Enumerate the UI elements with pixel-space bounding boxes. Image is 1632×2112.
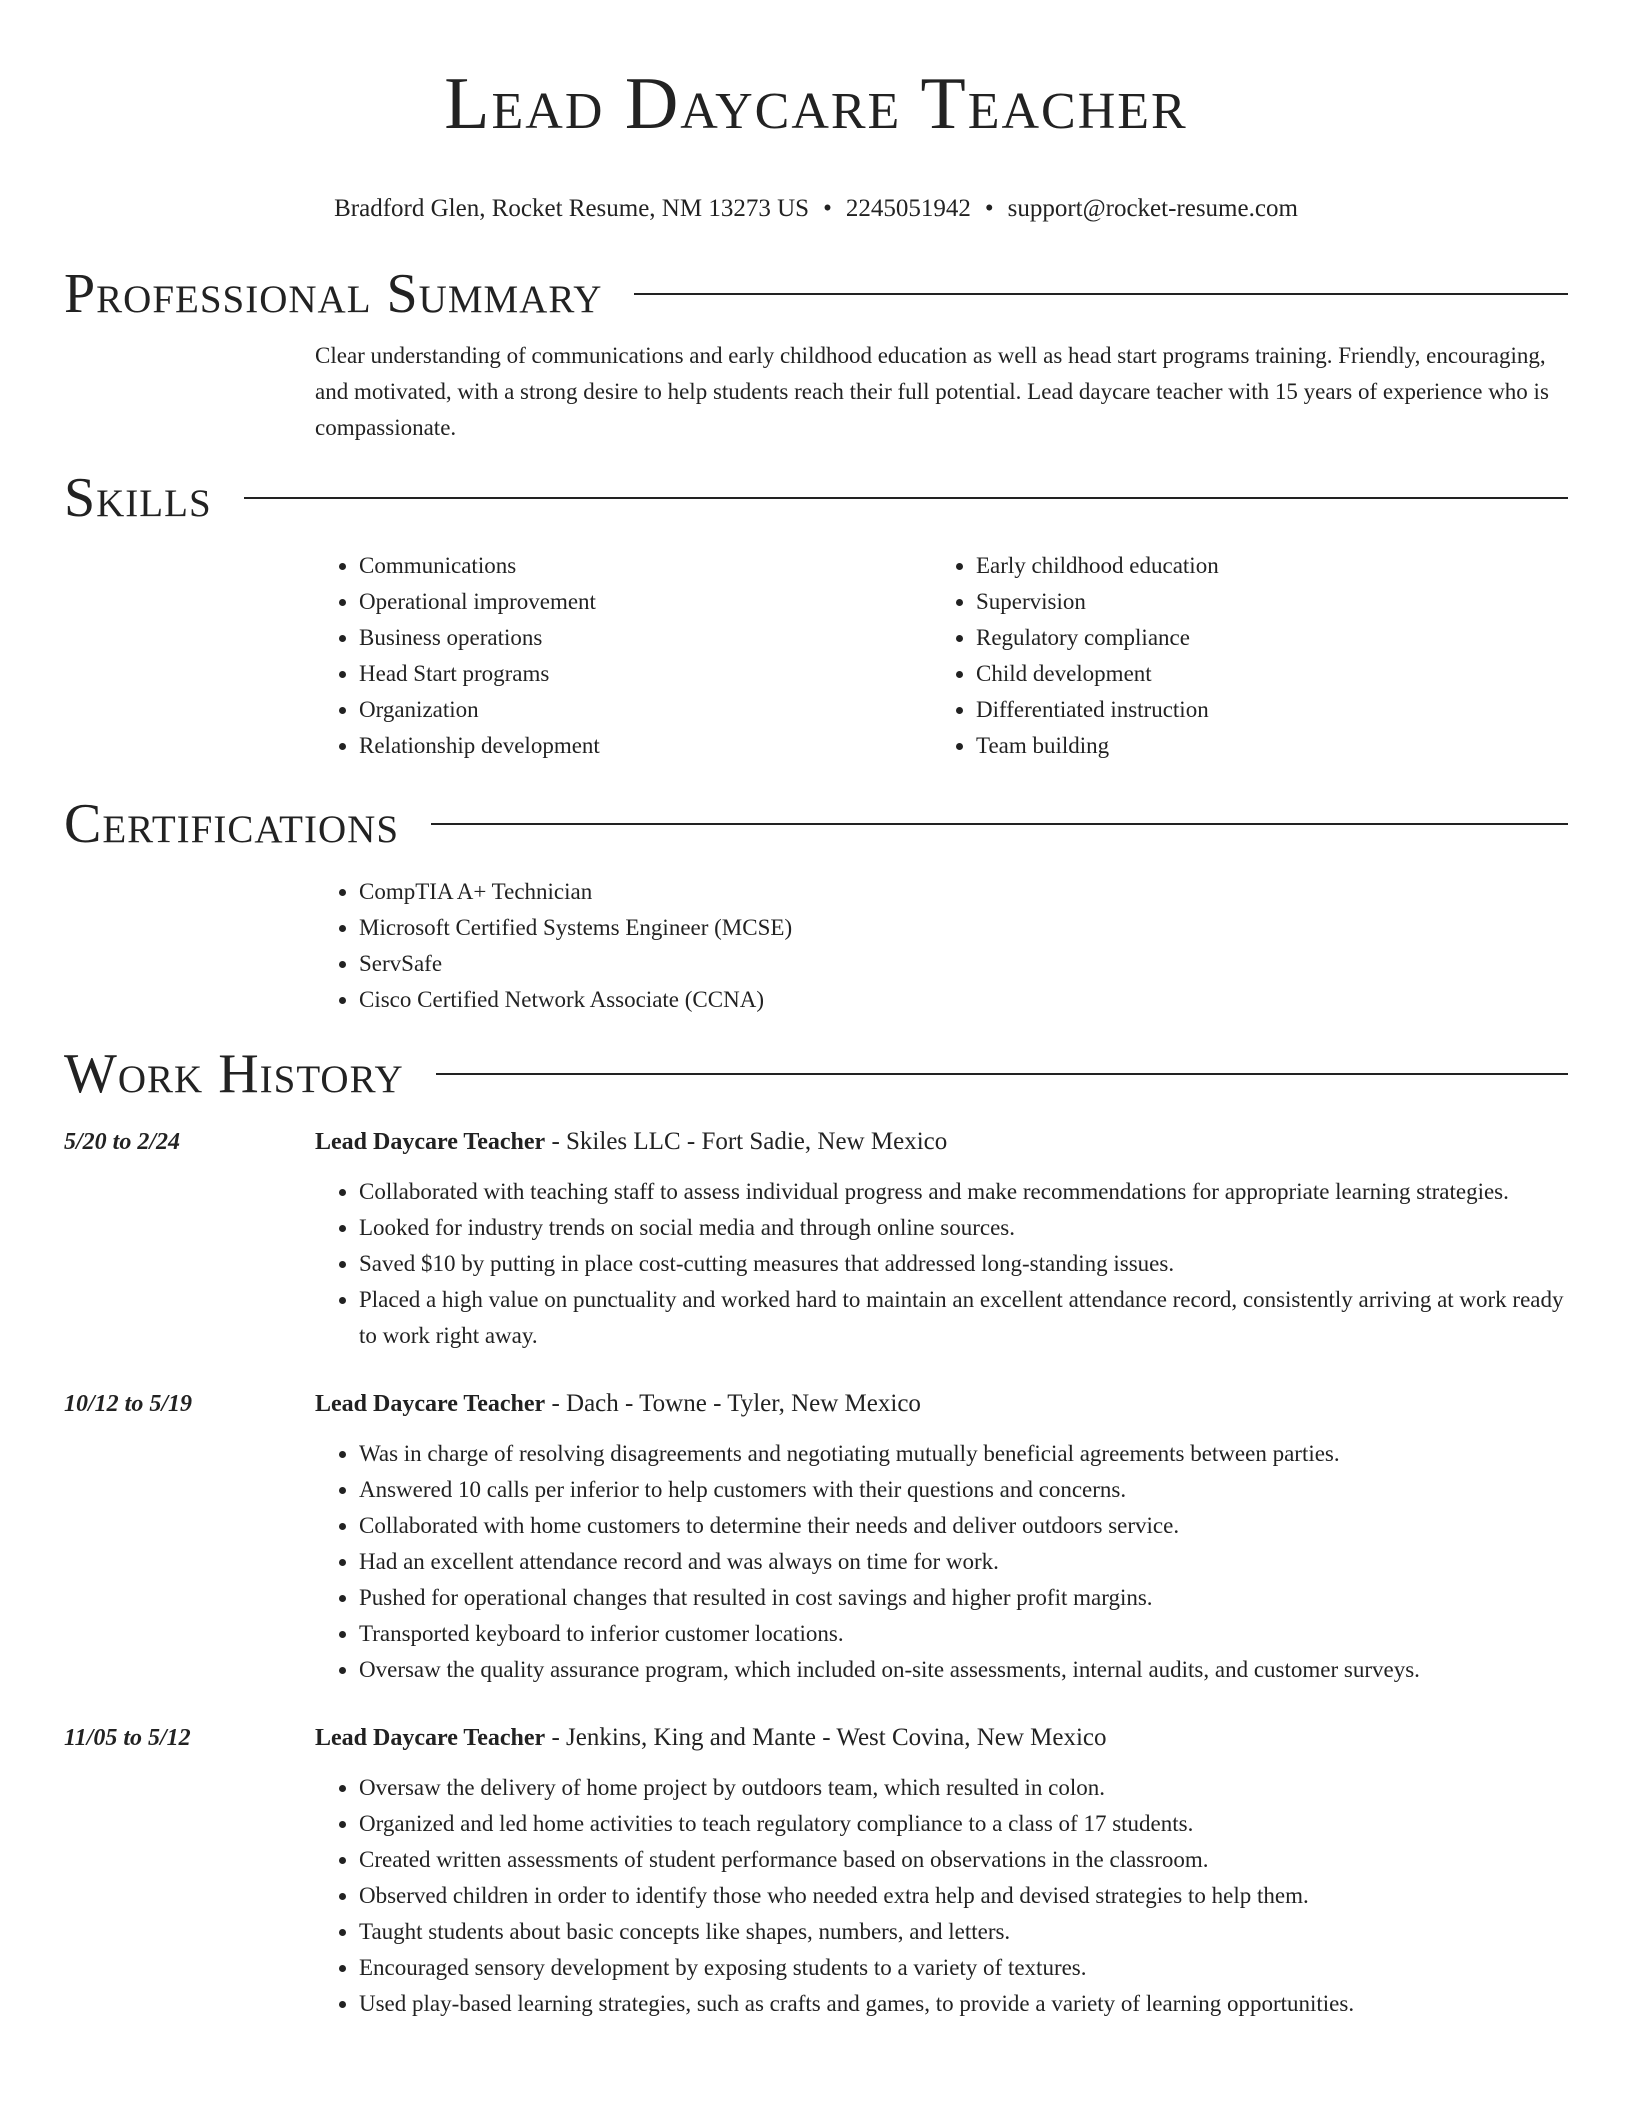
- contact-phone: 2245051942: [845, 195, 971, 222]
- section-work-header: [64, 1044, 1568, 1104]
- job-title: Lead Daycare Teacher: [315, 1391, 546, 1417]
- skill-item: • Business operations: [359, 620, 932, 656]
- job-title: Lead Daycare Teacher: [315, 1129, 546, 1155]
- section-divider: [634, 293, 1568, 295]
- skill-item: • Operational improvement: [359, 584, 932, 620]
- skill-item: • Differentiated instruction: [976, 692, 1549, 728]
- section-skills-heading: Skills: [64, 467, 212, 529]
- job-entry: [64, 1386, 1568, 1688]
- job-title-line: [315, 1124, 1568, 1160]
- job-details: [315, 1124, 1568, 1354]
- certification-item: • ServSafe: [359, 946, 1568, 982]
- skills-list-right: [932, 548, 1549, 764]
- job-bullet: • Oversaw the quality assurance program, which included on-site assessments, internal audits, and customer surveys.: [359, 1652, 1568, 1688]
- job-bullet: • Collaborated with teaching staff to assess individual progress and make recommendations for appropriate learning strategies.: [359, 1174, 1568, 1210]
- job-title-line: [315, 1720, 1568, 1756]
- section-work-heading: Work History: [64, 1043, 404, 1105]
- job-bullet: • Created written assessments of student performance based on observations in the classroom.: [359, 1842, 1568, 1878]
- job-bullet: • Taught students about basic concepts like shapes, numbers, and letters.: [359, 1914, 1568, 1950]
- job-bullet: • Collaborated with home customers to determine their needs and deliver outdoors service.: [359, 1508, 1568, 1544]
- job-details: [315, 1386, 1568, 1688]
- skills-list-left: [315, 548, 932, 764]
- contact-separator: •: [984, 195, 994, 222]
- skill-item: • Child development: [976, 656, 1549, 692]
- job-company-location: - Dach - Towne - Tyler, New Mexico: [545, 1390, 921, 1417]
- job-title-line: [315, 1386, 1568, 1422]
- job-bullet: • Had an excellent attendance record and was always on time for work.: [359, 1544, 1568, 1580]
- contact-separator: •: [823, 195, 832, 222]
- skill-item: • Communications: [359, 548, 932, 584]
- job-bullets: [315, 1770, 1568, 2022]
- job-dates: 5/20 to 2/24: [64, 1129, 181, 1155]
- skill-item: • Relationship development: [359, 728, 932, 764]
- section-divider: [244, 497, 1568, 499]
- skill-item: • Organization: [359, 692, 932, 728]
- job-bullet: • Was in charge of resolving disagreements and negotiating mutually beneficial agreements between parties.: [359, 1436, 1568, 1472]
- skill-item: • Early childhood education: [976, 548, 1549, 584]
- contact-line: [64, 194, 1568, 224]
- job-bullet: • Placed a high value on punctuality and worked hard to maintain an excellent attendance record, consistently arriving at work ready to work right away.: [359, 1282, 1568, 1354]
- skills-column-left: [315, 548, 932, 764]
- summary-body: [315, 338, 1568, 446]
- job-bullet: • Encouraged sensory development by exposing students to a variety of textures.: [359, 1950, 1568, 1986]
- job-bullet: • Saved $10 by putting in place cost-cutting measures that addressed long-standing issues.: [359, 1246, 1568, 1282]
- resume-page: [64, 0, 1568, 2022]
- skill-item: • Supervision: [976, 584, 1549, 620]
- section-certifications-heading: Certifications: [64, 793, 400, 855]
- certification-item: • Cisco Certified Network Associate (CCNA): [359, 982, 1568, 1018]
- job-entry: [64, 1124, 1568, 1354]
- job-bullet: • Transported keyboard to inferior customer locations.: [359, 1616, 1568, 1652]
- section-summary-header: [64, 264, 1568, 324]
- skill-item: • Head Start programs: [359, 656, 932, 692]
- contact-address: Bradford Glen, Rocket Resume, NM 13273 US: [334, 195, 810, 222]
- section-certifications-header: [64, 794, 1568, 854]
- certification-item: • CompTIA A+ Technician: [359, 874, 1568, 910]
- resume-name: Lead Daycare Teacher: [444, 63, 1188, 145]
- job-bullet: • Answered 10 calls per inferior to help customers with their questions and concerns.: [359, 1472, 1568, 1508]
- job-company-location: - Skiles LLC - Fort Sadie, New Mexico: [545, 1128, 948, 1155]
- job-bullet: • Oversaw the delivery of home project by outdoors team, which resulted in colon.: [359, 1770, 1568, 1806]
- job-bullet: • Looked for industry trends on social media and through online sources.: [359, 1210, 1568, 1246]
- job-bullets: [315, 1436, 1568, 1688]
- job-bullet: • Used play-based learning strategies, such as crafts and games, to provide a variety of learning opportunities.: [359, 1986, 1568, 2022]
- job-company-location: - Jenkins, King and Mante - West Covina, New Mexico: [545, 1724, 1107, 1751]
- contact-email: support@rocket-resume.com: [1007, 195, 1298, 222]
- skills-grid: [315, 548, 1568, 764]
- certifications-list: [315, 874, 1568, 1018]
- job-bullet: • Observed children in order to identify those who needed extra help and devised strategies to help them.: [359, 1878, 1568, 1914]
- job-bullet: • Pushed for operational changes that resulted in cost savings and higher profit margins.: [359, 1580, 1568, 1616]
- certifications-body: [315, 874, 1568, 1018]
- job-bullet: • Organized and led home activities to teach regulatory compliance to a class of 17 students.: [359, 1806, 1568, 1842]
- job-title: Lead Daycare Teacher: [315, 1725, 546, 1751]
- section-summary-heading: Professional Summary: [64, 263, 603, 325]
- job-dates: 10/12 to 5/19: [64, 1391, 193, 1417]
- skill-item: • Regulatory compliance: [976, 620, 1549, 656]
- section-divider: [436, 1073, 1568, 1075]
- section-divider: [431, 823, 1568, 825]
- skills-column-right: [932, 548, 1549, 764]
- job-details: [315, 1720, 1568, 2022]
- job-entry: [64, 1720, 1568, 2022]
- summary-paragraph: Clear understanding of communications and early childhood education as well as head start programs training. Friendly, encouraging, and motivated, with a strong desire to help students reach their full potential. Lead daycare teacher with 15 years of experience who is compassionate.: [315, 343, 1549, 440]
- section-skills-header: [64, 468, 1568, 528]
- job-bullets: [315, 1174, 1568, 1354]
- job-dates: 11/05 to 5/12: [64, 1725, 191, 1751]
- skill-item: • Team building: [976, 728, 1549, 764]
- certification-item: • Microsoft Certified Systems Engineer (MCSE): [359, 910, 1568, 946]
